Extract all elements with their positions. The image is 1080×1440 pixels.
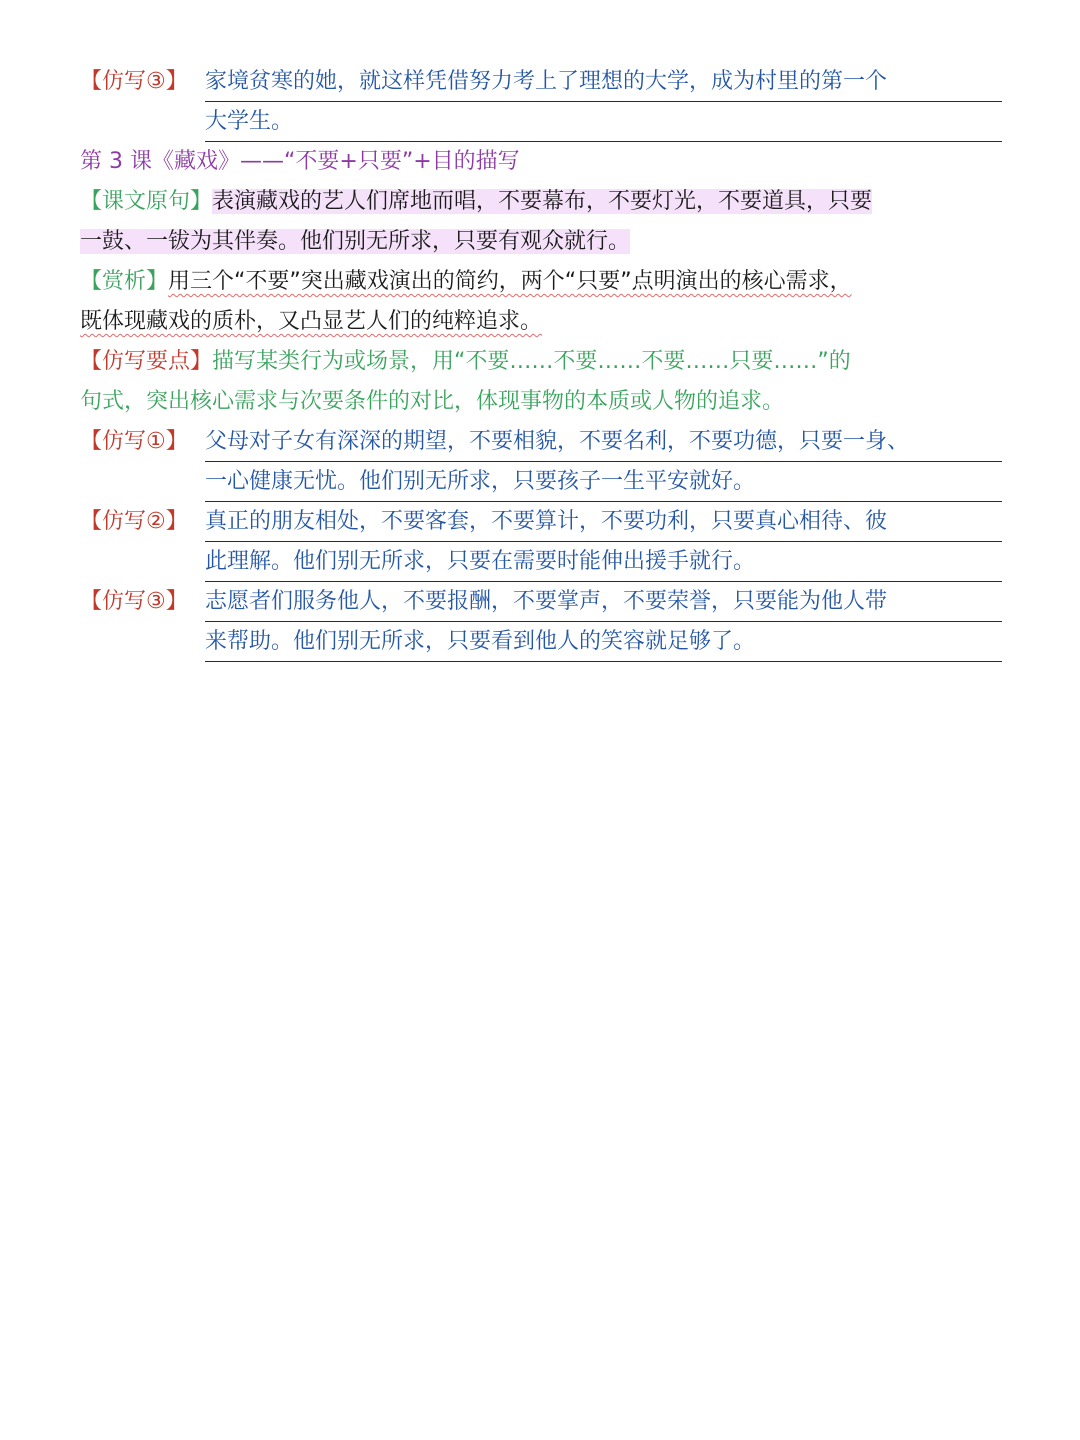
imitation-line: 一心健康无忧。他们别无所求，只要孩子一生平安就好。	[205, 462, 1002, 502]
imitation-line: 此理解。他们别无所求，只要在需要时能伸出援手就行。	[205, 542, 1002, 582]
imitation-line: 真正的朋友相处，不要客套，不要算计，不要功利，只要真心相待、彼	[205, 502, 1002, 542]
key-points-line: 句式，突出核心需求与次要条件的对比，体现事物的本质或人物的追求。	[80, 389, 785, 414]
original-tag: 【课文原句】	[80, 189, 213, 214]
analysis-line: 用三个“不要”突出藏戏演出的简约，两个“只要”点明演出的核心需求，	[168, 269, 852, 294]
imitation-tag: 【仿写③】	[80, 69, 188, 94]
original-line: 表演藏戏的艺人们席地而唱，不要幕布，不要灯光，不要道具，只要	[212, 189, 873, 214]
lesson-title: 第 3 课《藏戏》——“不要+只要”+目的描写	[80, 149, 520, 174]
analysis	[80, 262, 1002, 342]
imitation-text	[205, 62, 1002, 142]
original-sentence	[80, 182, 1002, 262]
imitation-2	[80, 502, 1002, 582]
key-points-tag: 【仿写要点】	[80, 349, 213, 374]
imitation-3	[80, 582, 1002, 662]
imitation-1	[80, 422, 1002, 502]
imitation-line: 志愿者们服务他人，不要报酬，不要掌声，不要荣誉，只要能为他人带	[205, 582, 1002, 622]
analysis-tag: 【赏析】	[80, 269, 169, 294]
imitation-tag: 【仿写①】	[80, 429, 188, 454]
key-points	[80, 342, 1002, 422]
imitation-tag: 【仿写②】	[80, 509, 188, 534]
key-points-line: 描写某类行为或场景，用“不要……不要……不要……只要……”的	[212, 349, 851, 374]
prev-imitation	[80, 62, 1002, 142]
original-line: 一鼓、一钹为其伴奏。他们别无所求，只要有观众就行。	[80, 229, 631, 254]
imitation-tag: 【仿写③】	[80, 589, 188, 614]
imitation-line: 父母对子女有深深的期望，不要相貌，不要名利，不要功德，只要一身、	[205, 422, 1002, 462]
imitation-line: 来帮助。他们别无所求，只要看到他人的笑容就足够了。	[205, 622, 1002, 662]
imitation-line: 大学生。	[205, 102, 1002, 142]
imitation-line: 家境贫寒的她，就这样凭借努力考上了理想的大学，成为村里的第一个	[205, 62, 1002, 102]
analysis-line: 既体现藏戏的质朴，又凸显艺人们的纯粹追求。	[80, 309, 543, 334]
